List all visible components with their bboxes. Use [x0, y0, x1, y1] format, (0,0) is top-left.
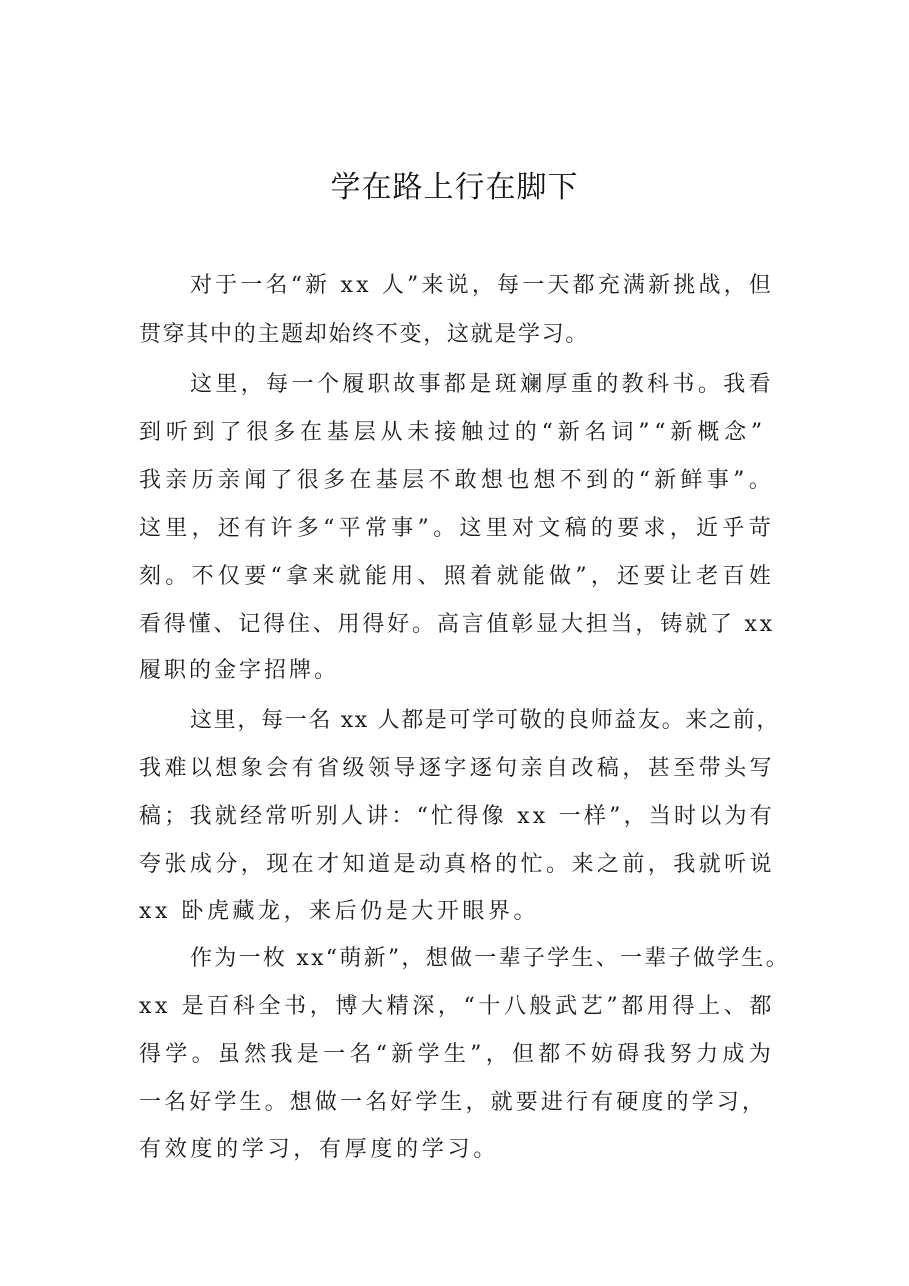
paragraph-line: 刻。不仅要“拿来就能用、照着就能做”，还要让老百姓	[139, 564, 775, 589]
paragraph-line: 我难以想象会有省级领导逐字逐句亲自改稿，甚至带头写	[139, 756, 775, 781]
paragraph-line: 看得懂、记得住、用得好。高言值彰显大担当，铸就了 xx	[139, 612, 775, 637]
paragraph-line: xx 卧虎藏龙，来后仍是大开眼界。	[139, 899, 539, 924]
paragraph-line: 到听到了很多在基层从未接触过的“新名词”“新概念”	[139, 420, 767, 445]
paragraph-line: xx 是百科全书，博大精深，“十八般武艺”都用得上、都	[139, 994, 775, 1019]
paragraph-line: 履职的金字招牌。	[139, 658, 339, 683]
paragraph-line: 这里，每一个履职故事都是斑斓厚重的教科书。我看	[190, 372, 774, 397]
paragraph-line: 一名好学生。想做一名好学生，就要进行有硬度的学习，	[139, 1090, 767, 1115]
paragraph-line: 这里，还有许多“平常事”。这里对文稿的要求，近乎苛	[139, 516, 775, 541]
paragraph-line: 得学。虽然我是一名“新学生”，但都不妨碍我努力成为	[139, 1042, 775, 1067]
paragraph-line: 稿；我就经常听别人讲：“忙得像 xx 一样”，当时以为有	[139, 804, 775, 829]
paragraph-line: 对于一名“新 xx 人”来说，每一天都充满新挑战，但	[190, 273, 774, 298]
paragraph-line: 夸张成分，现在才知道是动真格的忙。来之前，我就听说	[139, 852, 775, 877]
paragraph-line: 我亲历亲闻了很多在基层不敢想也想不到的“新鲜事”。	[139, 468, 775, 493]
paragraph-line: 作为一枚 xx“萌新”，想做一辈子学生、一辈子做学生。	[190, 946, 790, 971]
paragraph-line: 有效度的学习，有厚度的学习。	[139, 1137, 499, 1162]
document-title: 学在路上行在脚下	[330, 170, 579, 205]
paragraph-line: 贯穿其中的主题却始终不变，这就是学习。	[139, 322, 589, 347]
paragraph-line: 这里，每一名 xx 人都是可学可敬的良师益友。来之前，	[190, 708, 780, 733]
